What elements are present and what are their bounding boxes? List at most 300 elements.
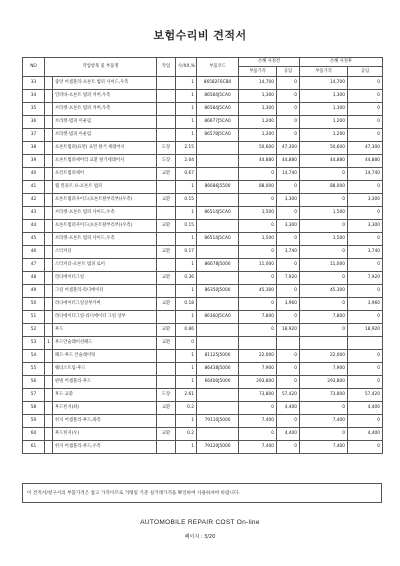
cell-labor-after: 44,880: [348, 155, 383, 168]
table-row: [23, 129, 383, 142]
cell-labor-after: 0: [348, 441, 383, 454]
cell-parts-cost-before: 0: [239, 194, 277, 207]
cell-labor-before: 0: [277, 103, 300, 116]
cell-part-code: [197, 194, 239, 207]
cell-work-item: 후드 교환: [53, 389, 157, 402]
cell-work-type: [157, 441, 176, 454]
estimate-table: [22, 57, 383, 454]
cell-work-type: 교환: [157, 272, 176, 285]
cell-flag: [45, 90, 53, 103]
cell-part-code: [197, 220, 239, 233]
cell-labor-before: 57,420: [277, 389, 300, 402]
cell-parts-cost-before: 7,800: [239, 311, 277, 324]
cell-labor-after: 0: [348, 116, 383, 129]
cell-parts-cost-before: 0: [239, 272, 277, 285]
cell-work-type: [157, 415, 176, 428]
cell-work-type: 도장: [157, 142, 176, 155]
cell-work-item: 후드: [53, 324, 157, 337]
cell-labor-before: 0: [277, 350, 300, 363]
cell-quantity: 0.2: [176, 402, 197, 415]
cell-labor-before: 14,740: [277, 168, 300, 181]
cell-work-type: 교환: [157, 324, 176, 337]
cell-no: 54: [23, 350, 45, 363]
cell-labor-after: 3,300: [348, 220, 383, 233]
cell-labor-before: 0: [277, 441, 300, 454]
cell-parts-cost-after: 293,800: [300, 376, 348, 389]
cell-flag: [45, 181, 53, 194]
cell-labor-before: 0: [277, 116, 300, 129]
cell-labor-before: 0: [277, 90, 300, 103]
cell-work-type: 교환: [157, 194, 176, 207]
header-quantity: 수/XX,%: [176, 58, 197, 77]
table-row: [23, 142, 383, 155]
cell-no: 49: [23, 285, 45, 298]
cell-no: 55: [23, 363, 45, 376]
cell-parts-cost-before: 0: [239, 246, 277, 259]
cell-part-code: 66400J5000: [197, 376, 239, 389]
cell-flag: 1: [45, 337, 53, 350]
cell-parts-cost-before: 11,000: [239, 259, 277, 272]
cell-flag: [45, 441, 53, 454]
cell-work-type: 도장: [157, 389, 176, 402]
cell-parts-cost-after: 0: [300, 298, 348, 311]
cell-part-code: 86578J5CA0: [197, 129, 239, 142]
cell-no: 47: [23, 259, 45, 272]
header-after-assessment: 손해 사정후: [300, 58, 383, 67]
cell-work-item: 일러바-프론트 범퍼 커버,우측: [53, 90, 157, 103]
cell-labor-after: 57,420: [348, 389, 383, 402]
disclaimer-note: 이 견적서/청구서의 부품가격은 참고 가격이므로 거래일 기준 실거래가격을 확인하여 사용하셔야 바랍니다.: [22, 483, 382, 503]
table-row: [23, 415, 383, 428]
table-row: [23, 194, 383, 207]
cell-labor-after: 0: [348, 77, 383, 90]
cell-no: 35: [23, 103, 45, 116]
cell-work-item: 랩 윈플트 프-프론트 범퍼: [53, 181, 157, 194]
cell-labor-after: 0: [348, 129, 383, 142]
cell-labor-after: 47,300: [348, 142, 383, 155]
cell-part-code: 86514J5CA0: [197, 233, 239, 246]
cell-parts-cost-before: 1,200: [239, 129, 277, 142]
cell-part-code: [197, 389, 239, 402]
cell-work-item: 라디에이터그릴-라디에이터 그릴 상부: [53, 311, 157, 324]
cell-labor-before: [277, 337, 300, 350]
cell-work-item: 후드힌지(우): [53, 428, 157, 441]
cell-labor-after: 0: [348, 363, 383, 376]
table-row: [23, 363, 383, 376]
cell-no: 42: [23, 194, 45, 207]
table-row: [23, 298, 383, 311]
cell-work-item: 웨더스트립-후드: [53, 363, 157, 376]
cell-work-type: [157, 90, 176, 103]
cell-parts-cost-after: 1,200: [300, 116, 348, 129]
cell-flag: [45, 155, 53, 168]
cell-labor-after: 18,920: [348, 324, 383, 337]
cell-no: 53: [23, 337, 45, 350]
cell-work-item: 프론트범퍼사이드(프론트탈부리부)(우측): [53, 220, 157, 233]
cell-work-item: 스티커더-프론트 범퍼 로어: [53, 259, 157, 272]
cell-no: 37: [23, 129, 45, 142]
table-row: [23, 441, 383, 454]
cell-parts-cost-after: 0: [300, 324, 348, 337]
cell-labor-after: 0: [348, 90, 383, 103]
cell-no: 50: [23, 298, 45, 311]
cell-labor-before: 0: [277, 233, 300, 246]
cell-parts-cost-before: 1,200: [239, 116, 277, 129]
cell-parts-cost-before: 1,500: [239, 207, 277, 220]
cell-labor-before: 3,300: [277, 194, 300, 207]
cell-no: 56: [23, 376, 45, 389]
cell-quantity: 0.2: [176, 428, 197, 441]
cell-part-code: 86678J5000: [197, 259, 239, 272]
cell-flag: [45, 246, 53, 259]
cell-parts-cost-after: 88,000: [300, 181, 348, 194]
cell-work-type: [157, 103, 176, 116]
cell-quantity: 1: [176, 441, 197, 454]
cell-part-code: 86438J5000: [197, 363, 239, 376]
cell-parts-cost-before: 0: [239, 402, 277, 415]
cell-part-code: 79110J5000: [197, 415, 239, 428]
cell-no: 52: [23, 324, 45, 337]
cell-parts-cost-after: 0: [300, 168, 348, 181]
cell-parts-cost-before: 0: [239, 298, 277, 311]
cell-work-item: 프론트범퍼세어리 교환 탈거세레어서: [53, 155, 157, 168]
cell-labor-after: 0: [348, 233, 383, 246]
cell-quantity: 2.04: [176, 155, 197, 168]
cell-part-code: 86350J5000: [197, 285, 239, 298]
table-row: [23, 376, 383, 389]
cell-labor-after: 3,300: [348, 194, 383, 207]
table-row: [23, 181, 383, 194]
cell-quantity: 1: [176, 311, 197, 324]
cell-labor-after: 3,960: [348, 298, 383, 311]
cell-parts-cost-before: 0: [239, 324, 277, 337]
cell-flag: [45, 376, 53, 389]
cell-quantity: 1: [176, 233, 197, 246]
cell-flag: [45, 77, 53, 90]
cell-work-item: 스티커더: [53, 246, 157, 259]
cell-part-code: [197, 168, 239, 181]
cell-work-item: 브라켓-범퍼 이운럼: [53, 116, 157, 129]
cell-parts-cost-before: 7,400: [239, 415, 277, 428]
cell-quantity: 1: [176, 103, 197, 116]
cell-work-item: 후드힌지(좌): [53, 402, 157, 415]
cell-part-code: [197, 324, 239, 337]
cell-quantity: 1: [176, 285, 197, 298]
cell-labor-before: 0: [277, 311, 300, 324]
cell-labor-after: 14,740: [348, 168, 383, 181]
cell-work-type: [157, 233, 176, 246]
cell-work-type: [157, 285, 176, 298]
cell-parts-cost-after: 7,400: [300, 415, 348, 428]
cell-work-type: 교환: [157, 246, 176, 259]
cell-work-item: 그릴 어셈블리-라디에이터: [53, 285, 157, 298]
cell-labor-before: 0: [277, 129, 300, 142]
cell-work-item: 브라켓-프론트 범퍼 사이드,우측: [53, 233, 157, 246]
cell-work-item: 브라켓-범퍼 이운럼: [53, 129, 157, 142]
cell-parts-cost-after: 7,800: [300, 311, 348, 324]
cell-part-code: [197, 298, 239, 311]
header-work-item: 작업항목 및 부품명: [45, 58, 157, 77]
cell-no: 51: [23, 311, 45, 324]
cell-flag: [45, 129, 53, 142]
cell-no: 40: [23, 168, 45, 181]
cell-quantity: 1: [176, 376, 197, 389]
cell-parts-cost-before: 45,300: [239, 285, 277, 298]
cell-no: 45: [23, 233, 45, 246]
cell-flag: [45, 389, 53, 402]
cell-no: 48: [23, 272, 45, 285]
cell-flag: [45, 233, 53, 246]
cell-labor-after: 0: [348, 285, 383, 298]
cell-quantity: 1: [176, 129, 197, 142]
cell-parts-cost-after: 22,000: [300, 350, 348, 363]
cell-labor-before: 44,880: [277, 155, 300, 168]
cell-no: 38: [23, 142, 45, 155]
table-row: [23, 90, 383, 103]
cell-work-type: [157, 350, 176, 363]
cell-quantity: 1: [176, 259, 197, 272]
table-row: [23, 103, 383, 116]
cell-quantity: 1: [176, 350, 197, 363]
cell-quantity: 1: [176, 363, 197, 376]
cell-parts-cost-before: 73,800: [239, 389, 277, 402]
cell-no: 58: [23, 402, 45, 415]
header-part-code: 부품코드: [197, 58, 239, 77]
cell-work-type: 교환: [157, 168, 176, 181]
table-row: [23, 116, 383, 129]
cell-quantity: 1: [176, 207, 197, 220]
cell-quantity: 0.86: [176, 324, 197, 337]
cell-labor-before: 3,960: [277, 298, 300, 311]
cell-part-code: [197, 272, 239, 285]
cell-work-type: 교환: [157, 402, 176, 415]
cell-part-code: [197, 337, 239, 350]
cell-flag: [45, 142, 53, 155]
cell-work-type: [157, 363, 176, 376]
cell-parts-cost-after: 73,800: [300, 389, 348, 402]
table-row: [23, 311, 383, 324]
cell-labor-after: 0: [348, 181, 383, 194]
cell-part-code: 79120J5000: [197, 441, 239, 454]
cell-quantity: 0: [176, 337, 197, 350]
cell-parts-cost-before: 14,700: [239, 77, 277, 90]
cell-quantity: 0.15: [176, 194, 197, 207]
cell-labor-after: 0: [348, 259, 383, 272]
cell-parts-cost-before: 88,000: [239, 181, 277, 194]
cell-part-code: 86582F6CB0: [197, 77, 239, 90]
cell-parts-cost-before: [239, 337, 277, 350]
cell-flag: [45, 298, 53, 311]
cell-quantity: 0.17: [176, 246, 197, 259]
cell-no: 33: [23, 77, 45, 90]
cell-no: 60: [23, 428, 45, 441]
cell-flag: [45, 207, 53, 220]
cell-work-type: 교환: [157, 220, 176, 233]
cell-flag: [45, 103, 53, 116]
cell-parts-cost-before: 1,300: [239, 103, 277, 116]
cell-part-code: 86360J5CA0: [197, 311, 239, 324]
cell-parts-cost-before: 0: [239, 168, 277, 181]
cell-quantity: 0.15: [176, 220, 197, 233]
cell-parts-cost-after: 7,900: [300, 363, 348, 376]
cell-parts-cost-before: 1,500: [239, 233, 277, 246]
cell-parts-cost-after: 0: [300, 220, 348, 233]
cell-work-type: 도장: [157, 155, 176, 168]
cell-part-code: 86584J5CA0: [197, 103, 239, 116]
cell-work-item: 힌지 어셈블리-후드,좌측: [53, 415, 157, 428]
cell-part-code: 86677J5CA0: [197, 116, 239, 129]
cell-work-item: 힌지 어셈블리-후드,우측: [53, 441, 157, 454]
cell-no: 43: [23, 207, 45, 220]
cell-part-code: 86686J5500: [197, 181, 239, 194]
cell-work-item: 라디에이터그릴상부카버: [53, 298, 157, 311]
header-labor-after: 공임: [348, 67, 383, 77]
cell-no: 44: [23, 220, 45, 233]
cell-quantity: 1: [176, 415, 197, 428]
cell-no: 34: [23, 90, 45, 103]
cell-parts-cost-before: 293,800: [239, 376, 277, 389]
cell-flag: [45, 324, 53, 337]
cell-work-type: [157, 181, 176, 194]
cell-labor-after: 4,400: [348, 402, 383, 415]
cell-parts-cost-after: 14,700: [300, 77, 348, 90]
cell-part-code: [197, 428, 239, 441]
cell-quantity: 2.61: [176, 389, 197, 402]
table-row: [23, 168, 383, 181]
cell-parts-cost-after: 0: [300, 246, 348, 259]
cell-labor-after: 3,740: [348, 246, 383, 259]
cell-quantity: 1: [176, 90, 197, 103]
table-row: [23, 389, 383, 402]
cell-labor-before: 0: [277, 415, 300, 428]
cell-parts-cost-before: 44,880: [239, 155, 277, 168]
cell-labor-after: 0: [348, 350, 383, 363]
cell-parts-cost-before: 1,300: [239, 90, 277, 103]
cell-parts-cost-after: 0: [300, 194, 348, 207]
cell-labor-before: 4,400: [277, 428, 300, 441]
cell-work-type: [157, 259, 176, 272]
cell-work-type: 교환: [157, 337, 176, 350]
cell-parts-cost-after: 1,200: [300, 129, 348, 142]
cell-flag: [45, 116, 53, 129]
table-row: [23, 337, 383, 350]
cell-parts-cost-after: 0: [300, 402, 348, 415]
cell-labor-before: 3,740: [277, 246, 300, 259]
cell-parts-cost-after: 1,500: [300, 233, 348, 246]
table-row: [23, 246, 383, 259]
cell-work-type: [157, 77, 176, 90]
cell-work-item: 브라켓-프론트 범퍼 사이드,우측: [53, 207, 157, 220]
cell-parts-cost-after: 0: [300, 428, 348, 441]
cell-flag: [45, 220, 53, 233]
cell-parts-cost-before: 7,400: [239, 441, 277, 454]
cell-work-item: 브라켓-프론트 범퍼 커버,우측: [53, 103, 157, 116]
cell-labor-after: 0: [348, 311, 383, 324]
cell-labor-after: 7,920: [348, 272, 383, 285]
cell-parts-cost-after: 50,600: [300, 142, 348, 155]
cell-work-item: 라디에이터그릴: [53, 272, 157, 285]
cell-work-item: 판넬 어셈블리-후드: [53, 376, 157, 389]
cell-no: 46: [23, 246, 45, 259]
cell-flag: [45, 402, 53, 415]
cell-flag: [45, 272, 53, 285]
table-row: [23, 220, 383, 233]
cell-part-code: 86584J5CA0: [197, 90, 239, 103]
cell-part-code: 86514J5CA0: [197, 207, 239, 220]
cell-part-code: [197, 142, 239, 155]
cell-flag: [45, 285, 53, 298]
cell-work-item: 중앙 어셈블리-프론트 범퍼 사이드,우측: [53, 77, 157, 90]
cell-work-item: 프론트범퍼(표면) 표면 탈거 세레어서: [53, 142, 157, 155]
cell-quantity: 0.18: [176, 298, 197, 311]
header-labor-before: 공임: [277, 67, 300, 77]
cell-labor-after: 0: [348, 103, 383, 116]
cell-quantity: 1: [176, 181, 197, 194]
cell-work-type: 교환: [157, 428, 176, 441]
cell-quantity: 0.36: [176, 272, 197, 285]
header-work-type: 작업: [157, 58, 176, 77]
table-row: [23, 233, 383, 246]
cell-flag: [45, 194, 53, 207]
cell-labor-after: 0: [348, 376, 383, 389]
cell-labor-before: 0: [277, 207, 300, 220]
cell-work-type: [157, 129, 176, 142]
cell-labor-before: 47,300: [277, 142, 300, 155]
cell-no: 41: [23, 181, 45, 194]
cell-work-item: 프런트범퍼세어: [53, 168, 157, 181]
cell-work-type: [157, 376, 176, 389]
cell-parts-cost-after: 0: [300, 272, 348, 285]
cell-no: 39: [23, 155, 45, 168]
header-parts-cost-before: 부품가격: [239, 67, 277, 77]
cell-parts-cost-after: 44,880: [300, 155, 348, 168]
table-row: [23, 324, 383, 337]
cell-labor-before: 18,920: [277, 324, 300, 337]
cell-quantity: 0.67: [176, 168, 197, 181]
cell-work-type: [157, 311, 176, 324]
cell-labor-before: 3,300: [277, 220, 300, 233]
cell-flag: [45, 311, 53, 324]
cell-labor-after: 0: [348, 207, 383, 220]
table-row: [23, 77, 383, 90]
cell-flag: [45, 168, 53, 181]
cell-parts-cost-after: 1,300: [300, 90, 348, 103]
cell-no: 57: [23, 389, 45, 402]
cell-flag: [45, 350, 53, 363]
cell-flag: [45, 415, 53, 428]
cell-parts-cost-after: 45,300: [300, 285, 348, 298]
table-row: [23, 350, 383, 363]
cell-flag: [45, 259, 53, 272]
cell-labor-before: 4,400: [277, 402, 300, 415]
cell-parts-cost-before: 7,900: [239, 363, 277, 376]
footer-brand: AUTOMOBILE REPAIR COST On-line: [140, 519, 260, 526]
cell-work-type: [157, 207, 176, 220]
cell-work-type: [157, 116, 176, 129]
cell-labor-after: 4,400: [348, 428, 383, 441]
cell-parts-cost-after: 7,400: [300, 441, 348, 454]
cell-labor-before: 0: [277, 259, 300, 272]
cell-parts-cost-after: 1,500: [300, 207, 348, 220]
cell-labor-after: 0: [348, 415, 383, 428]
cell-no: 59: [23, 415, 45, 428]
table-row: [23, 155, 383, 168]
cell-no: 61: [23, 441, 45, 454]
page-number: 페이지 : 3/20: [184, 534, 216, 540]
table-row: [23, 259, 383, 272]
cell-part-code: 81125J5000: [197, 350, 239, 363]
cell-labor-before: 0: [277, 77, 300, 90]
